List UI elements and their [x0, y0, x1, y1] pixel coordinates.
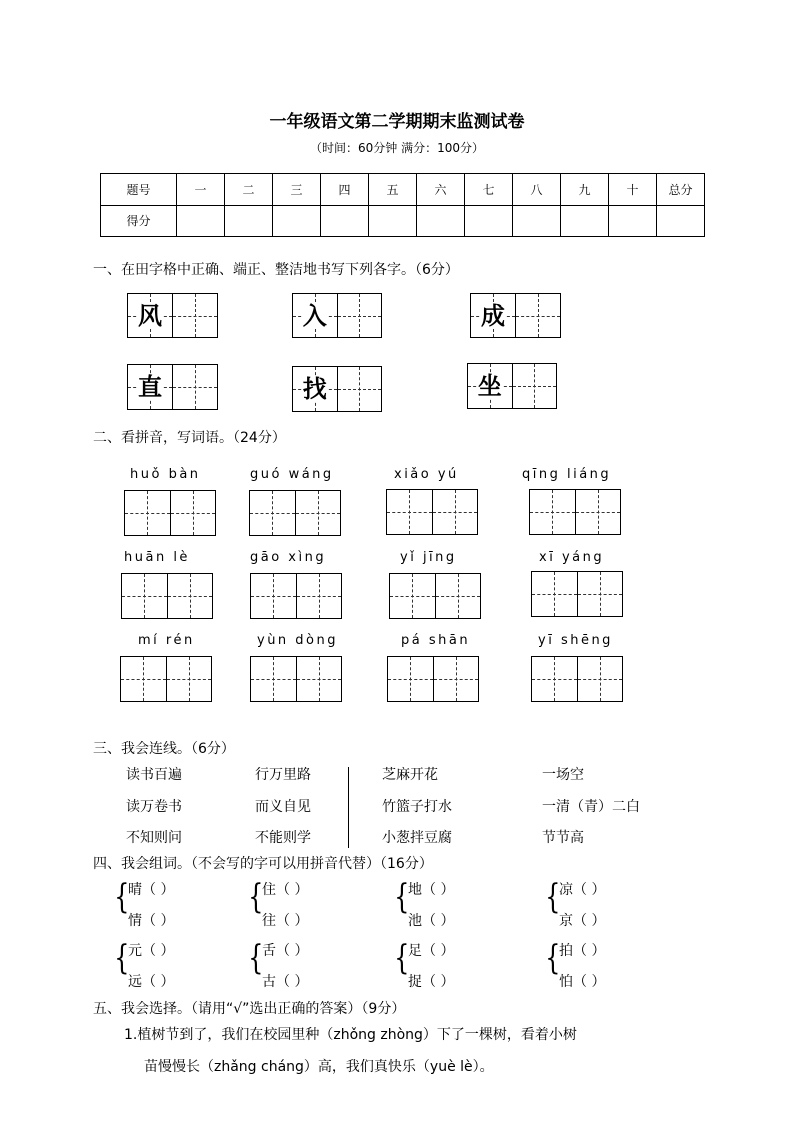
score-input-cell[interactable]	[465, 205, 513, 237]
writing-grid[interactable]	[531, 571, 623, 617]
grid-cell[interactable]	[125, 491, 170, 535]
grid-cell[interactable]	[121, 657, 166, 701]
model-char: 风	[138, 300, 162, 330]
grid-cell[interactable]	[512, 364, 557, 408]
grid-cell[interactable]	[170, 491, 216, 535]
match-item[interactable]: 不知则问	[126, 830, 182, 846]
writing-grid[interactable]	[250, 656, 342, 702]
section5-heading: 五、我会选择。（请用“√”选出正确的答案）（9分）	[93, 1001, 406, 1017]
match-item[interactable]: 一场空	[542, 767, 584, 783]
score-cell: 三	[273, 174, 321, 206]
word-blank[interactable]: 远（ ）	[128, 974, 175, 990]
score-cell: 五	[369, 174, 417, 206]
brace-icon: {	[114, 877, 130, 917]
pinyin-label: guó wáng	[250, 467, 334, 482]
section1-heading: 一、在田字格中正确、端正、整洁地书写下列各字。（6分）	[93, 262, 459, 278]
score-row-label: 得分	[101, 205, 177, 237]
score-input-cell[interactable]	[561, 205, 609, 237]
pinyin-label: huǒ bàn	[130, 467, 201, 482]
grid-cell[interactable]	[296, 657, 342, 701]
word-blank[interactable]: 住（ ）	[262, 882, 309, 898]
grid-cell[interactable]	[433, 657, 479, 701]
score-input-cell[interactable]	[513, 205, 561, 237]
grid-cell[interactable]	[388, 657, 433, 701]
score-input-cell[interactable]	[417, 205, 465, 237]
grid-cell[interactable]	[337, 294, 382, 337]
pinyin-label: yǐ jīng	[400, 550, 457, 565]
word-blank[interactable]: 晴（ ）	[128, 882, 175, 898]
grid-cell[interactable]	[432, 490, 478, 534]
brace-icon: {	[248, 877, 264, 917]
model-char: 入	[302, 300, 327, 330]
grid-cell[interactable]	[577, 572, 623, 616]
score-input-cell[interactable]	[273, 205, 321, 237]
grid-cell[interactable]	[532, 657, 577, 701]
brace-icon: {	[545, 877, 561, 917]
word-blank[interactable]: 元（ ）	[128, 943, 175, 959]
score-input-cell[interactable]	[657, 205, 705, 237]
match-item[interactable]: 读万卷书	[126, 799, 182, 815]
grid-cell[interactable]	[172, 365, 217, 409]
model-char: 直	[138, 372, 162, 401]
writing-grid[interactable]	[470, 293, 561, 338]
writing-grid[interactable]	[387, 656, 479, 702]
writing-grid[interactable]	[389, 573, 481, 619]
match-item[interactable]: 一清（青）二白	[542, 799, 640, 815]
pinyin-label: gāo xìng	[250, 550, 327, 565]
word-blank[interactable]: 京（ ）	[559, 913, 606, 929]
score-input-cell[interactable]	[225, 205, 273, 237]
word-blank[interactable]: 古（ ）	[262, 974, 309, 990]
section4-heading: 四、我会组词。（不会写的字可以用拼音代替）（16分）	[93, 856, 433, 872]
match-item[interactable]: 读书百遍	[126, 767, 182, 783]
match-item[interactable]: 小葱拌豆腐	[382, 830, 452, 846]
score-table-header-row	[101, 174, 705, 206]
writing-grid[interactable]	[386, 489, 478, 535]
match-item[interactable]: 芝麻开花	[382, 767, 438, 783]
grid-cell[interactable]	[251, 657, 296, 701]
grid-cell[interactable]	[575, 490, 621, 534]
word-blank[interactable]: 往（ ）	[262, 913, 309, 929]
exam-subtitle: （时间：60分钟 满分：100分）	[310, 141, 484, 155]
pinyin-label: xī yáng	[539, 550, 605, 565]
grid-cell[interactable]	[166, 657, 212, 701]
grid-cell[interactable]	[295, 491, 341, 535]
question-line: 1.植树节到了，我们在校园里种（zhǒng zhòng）下了一棵树，看着小树	[124, 1027, 577, 1043]
score-input-cell[interactable]	[177, 205, 225, 237]
score-cell: 十	[609, 174, 657, 206]
brace-icon: {	[248, 938, 264, 978]
grid-cell[interactable]	[293, 294, 337, 337]
word-blank[interactable]: 情（ ）	[128, 913, 175, 929]
writing-grid[interactable]	[292, 366, 382, 412]
grid-cell[interactable]	[251, 574, 296, 618]
score-input-cell[interactable]	[369, 205, 417, 237]
score-input-cell[interactable]	[609, 205, 657, 237]
score-cell: 六	[417, 174, 465, 206]
score-cell: 二	[225, 174, 273, 206]
brace-icon: {	[545, 938, 561, 978]
writing-grid[interactable]	[467, 363, 557, 409]
match-item[interactable]: 节节高	[542, 830, 584, 846]
model-char: 坐	[477, 371, 502, 400]
question-line: 苗慢慢长（zhǎng cháng）高，我们真快乐（yuè lè）。	[144, 1059, 494, 1075]
match-item[interactable]: 行万里路	[255, 767, 311, 783]
writing-grid[interactable]	[127, 364, 218, 410]
pinyin-label: qīng liáng	[522, 467, 612, 482]
grid-cell[interactable]	[296, 574, 342, 618]
writing-grid[interactable]	[124, 490, 216, 536]
model-char: 找	[302, 374, 327, 403]
grid-cell[interactable]	[128, 294, 172, 337]
match-item[interactable]: 竹篮子打水	[382, 799, 452, 815]
pinyin-label: yī shēng	[538, 633, 613, 648]
model-char: 成	[481, 300, 505, 330]
brace-icon: {	[394, 938, 410, 978]
grid-cell[interactable]	[172, 294, 217, 337]
writing-grid[interactable]	[120, 656, 212, 702]
grid-cell[interactable]	[387, 490, 432, 534]
word-blank[interactable]: 地（ ）	[408, 882, 455, 898]
word-blank[interactable]: 池（ ）	[408, 913, 455, 929]
match-divider	[348, 767, 349, 848]
writing-grid[interactable]	[121, 573, 213, 619]
score-cell: 八	[513, 174, 561, 206]
grid-cell[interactable]	[293, 367, 337, 411]
word-blank[interactable]: 舌（ ）	[262, 943, 309, 959]
section3-heading: 三、我会连线。（6分）	[93, 741, 235, 757]
word-blank[interactable]: 足（ ）	[408, 943, 455, 959]
page-title: 一年级语文第二学期期末监测试卷	[269, 112, 525, 132]
pinyin-label: pá shān	[401, 633, 471, 648]
grid-cell[interactable]	[515, 294, 560, 337]
brace-icon: {	[114, 938, 130, 978]
grid-cell[interactable]	[337, 367, 382, 411]
grid-cell[interactable]	[530, 490, 575, 534]
word-blank[interactable]: 怕（ ）	[559, 974, 606, 990]
grid-cell[interactable]	[122, 574, 167, 618]
grid-cell[interactable]	[250, 491, 295, 535]
score-input-cell[interactable]	[321, 205, 369, 237]
score-table	[100, 173, 705, 237]
writing-grid[interactable]	[531, 656, 623, 702]
word-blank[interactable]: 凉（ ）	[559, 882, 606, 898]
section2-heading: 二、看拼音，写词语。（24分）	[93, 430, 286, 446]
pinyin-label: mí rén	[138, 633, 195, 648]
score-cell: 四	[321, 174, 369, 206]
grid-cell[interactable]	[577, 657, 623, 701]
match-item[interactable]: 不能则学	[255, 830, 311, 846]
pinyin-label: xiǎo yú	[394, 467, 459, 482]
grid-cell[interactable]	[468, 364, 512, 408]
score-cell: 九	[561, 174, 609, 206]
score-table-score-row	[101, 205, 705, 237]
writing-grid[interactable]	[250, 573, 342, 619]
score-cell: 一	[177, 174, 225, 206]
score-cell: 题号	[101, 174, 177, 206]
match-item[interactable]: 而义自见	[255, 799, 311, 815]
writing-grid[interactable]	[529, 489, 621, 535]
writing-grid[interactable]	[292, 293, 382, 338]
word-blank[interactable]: 捉（ ）	[408, 974, 455, 990]
writing-grid[interactable]	[127, 293, 218, 338]
grid-cell[interactable]	[532, 572, 577, 616]
grid-cell[interactable]	[471, 294, 515, 337]
grid-cell[interactable]	[128, 365, 172, 409]
pinyin-label: huān lè	[124, 550, 190, 565]
score-cell: 七	[465, 174, 513, 206]
grid-cell[interactable]	[390, 574, 435, 618]
brace-icon: {	[394, 877, 410, 917]
grid-cell[interactable]	[167, 574, 213, 618]
writing-grid[interactable]	[249, 490, 341, 536]
grid-cell[interactable]	[435, 574, 481, 618]
pinyin-label: yùn dòng	[257, 633, 339, 648]
word-blank[interactable]: 拍（ ）	[559, 943, 606, 959]
score-cell: 总分	[657, 174, 705, 206]
